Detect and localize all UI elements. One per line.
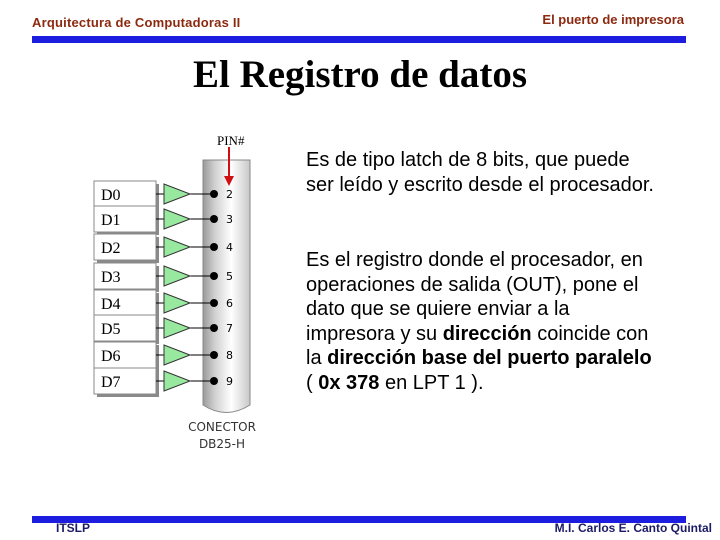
buffer-triangle-icon bbox=[164, 371, 190, 391]
slide-title: El Registro de datos bbox=[192, 53, 528, 96]
buffer-triangle-icon bbox=[164, 184, 190, 204]
description-paragraph-1: Es de tipo latch de 8 bits, que puede ser leído y escrito desde el procesador. bbox=[306, 149, 654, 196]
p2-bold-direccion: dirección bbox=[442, 322, 532, 345]
connector-pin-dot bbox=[210, 272, 218, 280]
buffer-triangle-icon bbox=[164, 237, 190, 257]
register-bit-label: D4 bbox=[101, 296, 121, 313]
register-bit-label: D6 bbox=[101, 348, 121, 365]
register-bit-label: D0 bbox=[101, 187, 121, 204]
connector-pin-dot bbox=[210, 190, 218, 198]
connector-pin-dot bbox=[210, 243, 218, 251]
connector-pin-dot bbox=[210, 324, 218, 332]
connector-pin-number: 8 bbox=[226, 349, 233, 362]
footer-author: M.I. Carlos E. Canto Quintal bbox=[554, 521, 712, 535]
buffer-triangle-icon bbox=[164, 266, 190, 286]
buffer-triangle-icon bbox=[164, 209, 190, 229]
data-register-diagram bbox=[92, 128, 272, 458]
p2-text-e: ( bbox=[306, 371, 319, 394]
register-bit-label: D3 bbox=[101, 269, 121, 286]
connector-pin-number: 4 bbox=[226, 241, 233, 254]
connector-label-1: CONECTOR bbox=[188, 420, 256, 434]
connector-pin-number: 6 bbox=[226, 297, 233, 310]
topic-title: El puerto de impresora bbox=[542, 12, 684, 27]
footer-institution: ITSLP bbox=[56, 521, 91, 535]
pin-label: PIN# bbox=[217, 133, 245, 148]
register-bit-label: D2 bbox=[101, 240, 121, 257]
connector-pin-number: 5 bbox=[226, 270, 233, 283]
p2-bold-address-value: 0x 378 bbox=[318, 371, 380, 394]
description-paragraph-2 bbox=[306, 248, 656, 395]
buffer-triangle-icon bbox=[164, 293, 190, 313]
p2-text-c: coincide con la bbox=[306, 322, 649, 369]
p2-bold-base-address: dirección base del puerto paralelo bbox=[327, 347, 652, 369]
connector-pin-number: 9 bbox=[226, 375, 233, 388]
connector-pin-dot bbox=[210, 377, 218, 385]
p2-text-a: Es el registro donde el procesador, en operaciones de salida (OUT), pone el dato que se quiere enviar a la impresora y su bbox=[306, 249, 643, 345]
connector-label-2: DB25-H bbox=[198, 437, 246, 451]
p2-text-g: en LPT 1 ). bbox=[379, 371, 484, 394]
register-bit-label: D7 bbox=[101, 374, 121, 391]
connector-pin-number: 7 bbox=[226, 322, 233, 335]
connector-pin-number: 2 bbox=[226, 188, 233, 201]
connector-pin-dot bbox=[210, 299, 218, 307]
register-bit-label: D1 bbox=[101, 212, 121, 229]
buffer-triangle-icon bbox=[164, 318, 190, 338]
connector-pin-dot bbox=[210, 215, 218, 223]
header-divider-bar bbox=[32, 36, 686, 43]
course-title: Arquitectura de Computadoras II bbox=[32, 15, 241, 30]
buffer-triangle-icon bbox=[164, 345, 190, 365]
connector-pin-number: 3 bbox=[226, 213, 233, 226]
register-bit-label: D5 bbox=[101, 321, 121, 338]
connector-pin-dot bbox=[210, 351, 218, 359]
